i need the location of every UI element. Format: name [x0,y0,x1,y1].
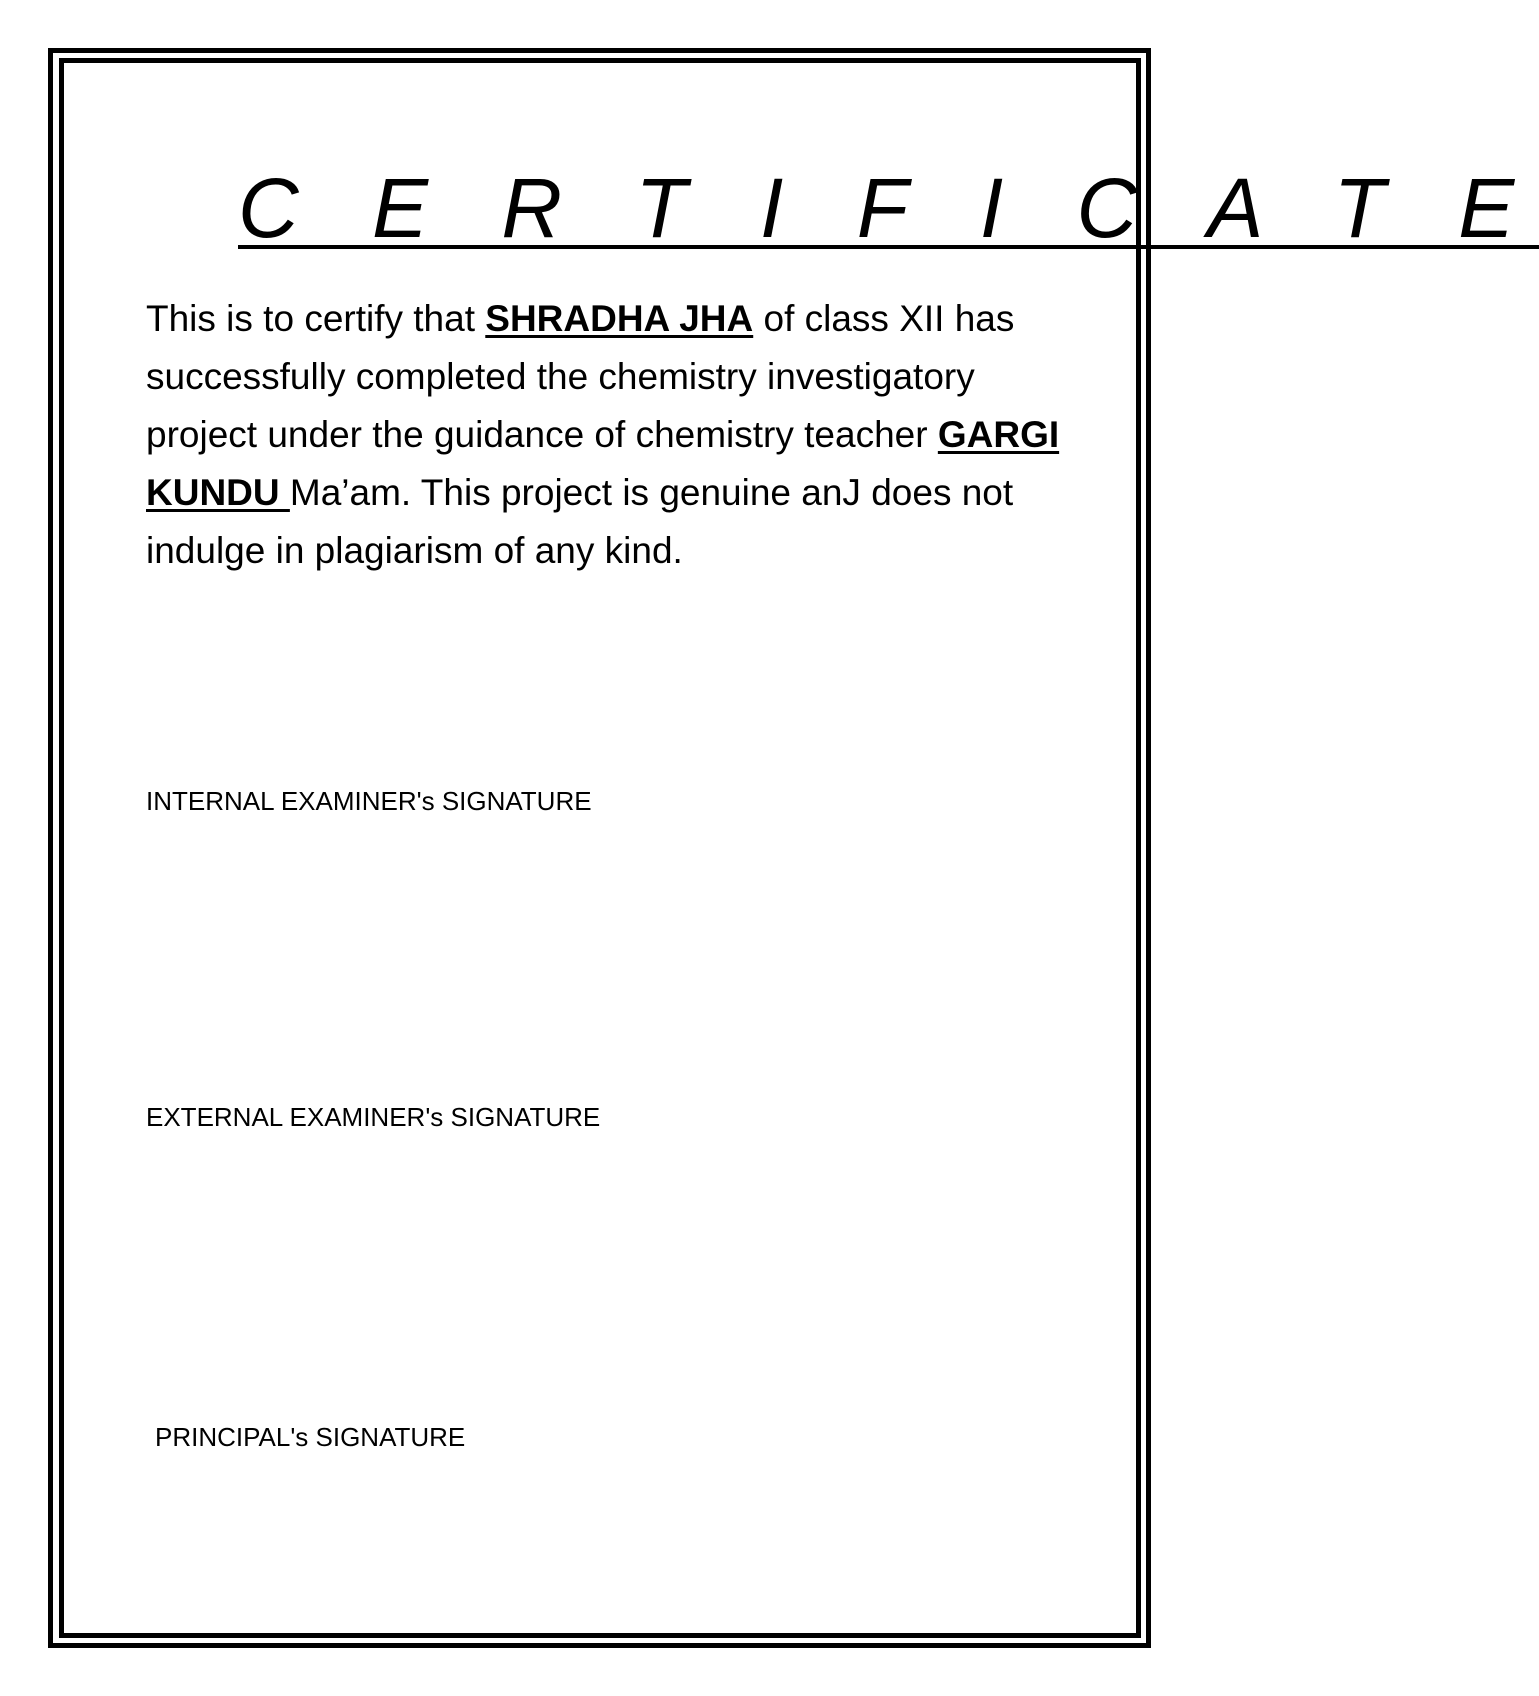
teacher-name: GARGI KUNDU [146,414,1060,513]
internal-examiner-signature-label: INTERNAL EXAMINER's SIGNATURE [146,786,592,816]
student-name: SHRADHA JHA [485,298,754,339]
certificate-body [146,290,1071,580]
body-text-middle: of class XII has successfully completed the chemistry investigatory project under the guidance of chemistry teacher [146,298,1015,455]
external-examiner-signature-label: EXTERNAL EXAMINER's SIGNATURE [146,1102,601,1132]
principal-signature-label: PRINCIPAL's SIGNATURE [155,1422,466,1452]
body-text-closing: Ma’am. This project is genuine anJ does not indulge in plagiarism of any kind. [146,472,1014,571]
body-text-intro: This is to certify that [146,298,486,339]
certificate-title: C E R T I F I C A T E [238,161,1539,255]
